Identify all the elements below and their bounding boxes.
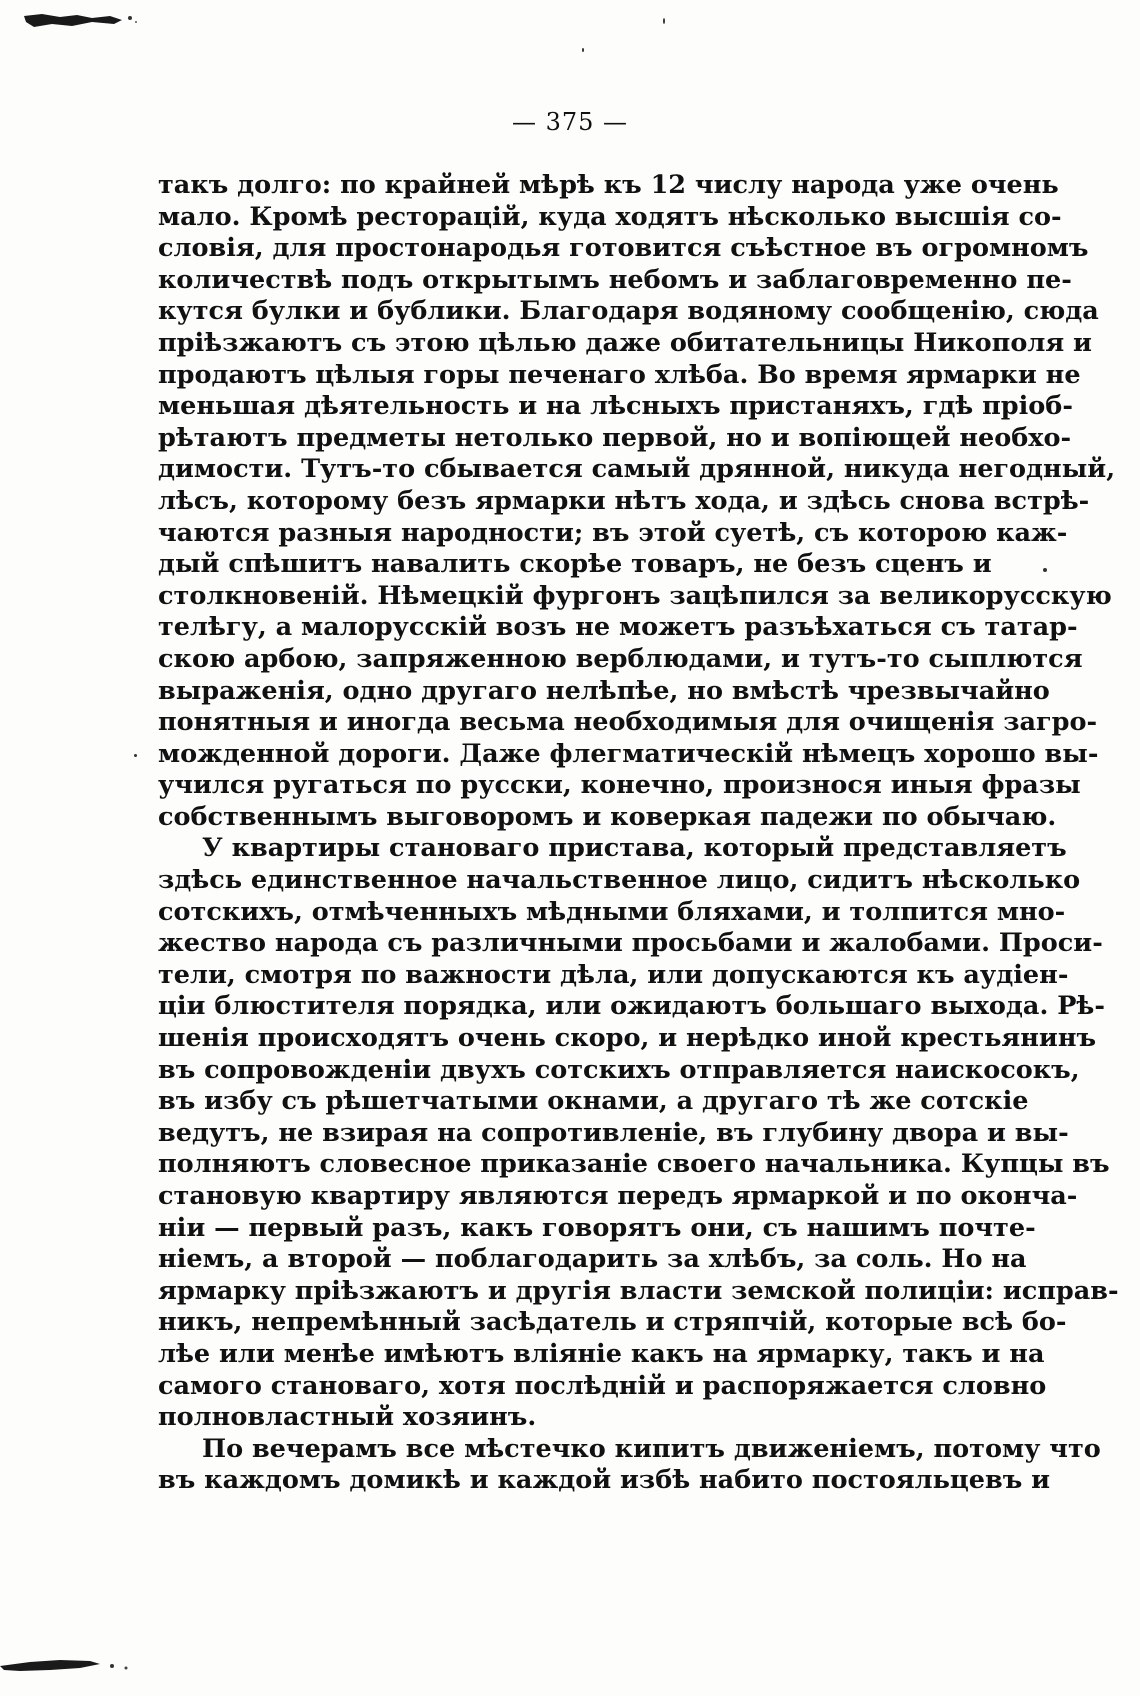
text-line: ніи — первый разъ, какъ говорятъ они, съ нашимъ почте- [158,1212,1036,1243]
text-line: лѣе или менѣе имѣютъ вліяніе какъ на ярмарку, такъ и на [158,1338,1045,1369]
text-line: тели, смотря по важности дѣла, или допускаются къ аудіен- [158,959,1069,990]
text-line: сотскихъ, отмѣченныхъ мѣдными бляхами, и толпится мно- [158,896,1066,927]
text-line: собственнымъ выговоромъ и коверкая падежи по обычаю. [158,801,1057,832]
scan-speck [134,754,137,757]
text-line: ціи блюстителя порядка, или ожидаютъ большаго выхода. Рѣ- [158,991,1105,1022]
text-line: полновластный хозяинъ. [158,1402,537,1433]
text-line: телѣгу, а малорусскій возъ не можетъ разъѣхаться съ татар- [158,612,1078,643]
text-line: словія, для простонародья готовится съѣстное въ огромномъ [158,233,1089,264]
text-line: кутся булки и бублики. Благодаря водяному сообщенію, сюда [158,296,1099,327]
text-line: рѣтаютъ предметы нетолько первой, но и вопіющей необхо- [158,422,1072,453]
text-line: столкновеній. Нѣмецкій фургонъ зацѣпился за великорусскую [158,580,1112,611]
text-line: полняютъ словесное приказаніе своего начальника. Купцы въ [158,1149,1110,1180]
page-number: — 375 — [511,108,629,136]
text-line: такъ долго: по крайней мѣрѣ къ 12 числу народа уже очень [158,170,1059,200]
text-line: продаютъ цѣлыя горы печенаго хлѣба. Во время ярмарки не [158,359,1081,390]
text-line: учился ругаться по русски, конечно, произнося иныя фразы [158,770,1081,801]
text-line: чаются разныя народности; въ этой суетѣ, съ которою каж- [158,517,1068,548]
text-line: По вечерамъ все мѣстечко кипитъ движеніемъ, потому что [202,1433,1101,1464]
text-line: выраженія, одно другаго нелѣпѣе, но вмѣстѣ чрезвычайно [158,675,1050,706]
scan-speck [663,18,665,24]
text-line: лѣсъ, которому безъ ярмарки нѣтъ хода, и здѣсь снова встрѣ- [158,485,1090,516]
text-line: въ избу съ рѣшетчатыми окнами, а другаго тѣ же сотскіе [158,1086,1029,1117]
text-line: въ сопровожденіи двухъ сотскихъ отправляется наискосокъ, [158,1054,1080,1085]
text-line: самого становаго, хотя послѣдній и распоряжается словно [158,1370,1047,1401]
text-line: понятныя и иногда весьма необходимыя для очищенія загро- [158,707,1098,738]
text-line: количествѣ подъ открытымъ небомъ и заблаговременно пе- [158,264,1072,295]
text-line: шенія происходятъ очень скоро, и нерѣдко иной крестьянинъ [158,1023,1097,1054]
text-line: димости. Тутъ-то сбывается самый дрянной, никуда негодный, [158,454,1116,485]
text-line: въ каждомъ домикѣ и каждой избѣ набито постояльцевъ и [158,1465,1051,1496]
paragraph [158,833,1119,1433]
text-line: У квартиры становаго пристава, который представляетъ [202,833,1067,864]
text-line: ніемъ, а второй — поблагодарить за хлѣбъ, за соль. Но на [158,1244,1027,1275]
text-line: дый спѣшитъ навалить скорѣе товаръ, не безъ сценъ и [158,549,992,580]
text-line: меньшая дѣятельность и на лѣсныхъ пристаняхъ, гдѣ пріоб- [158,391,1073,422]
text-line: здѣсь единственное начальственное лицо, сидитъ нѣсколько [158,865,1081,896]
text-line: скою арбою, запряженною верблюдами, и тутъ-то сыплются [158,643,1083,674]
text-line: никъ, непремѣнный засѣдатель и стряпчій, которые всѣ бо- [158,1307,1067,1338]
scan-speck [582,48,584,52]
body-text [158,170,1119,1497]
text-line: ярмарку пріѣзжаютъ и другія власти земской полиціи: исправ- [158,1275,1119,1306]
paragraph [158,170,1116,833]
text-line: пріѣзжаютъ съ этою цѣлью даже обитательницы Никополя и [158,327,1092,358]
ink-smudge-top [22,12,140,30]
text-line: ведутъ, не взирая на сопротивленіе, въ глубину двора и вы- [158,1117,1069,1148]
scan-speck [1043,568,1047,572]
paragraph [158,1433,1101,1497]
ink-smudge-bottom [0,1652,140,1676]
text-line: мало. Кромѣ ресторацій, куда ходятъ нѣсколько высшія со- [158,201,1062,232]
text-line: можденной дороги. Даже флегматическій нѣмецъ хорошо вы- [158,738,1099,769]
text-line: жество народа съ различными просьбами и жалобами. Проси- [158,928,1103,959]
text-line: становую квартиру являются передъ ярмаркой и по оконча- [158,1181,1078,1211]
